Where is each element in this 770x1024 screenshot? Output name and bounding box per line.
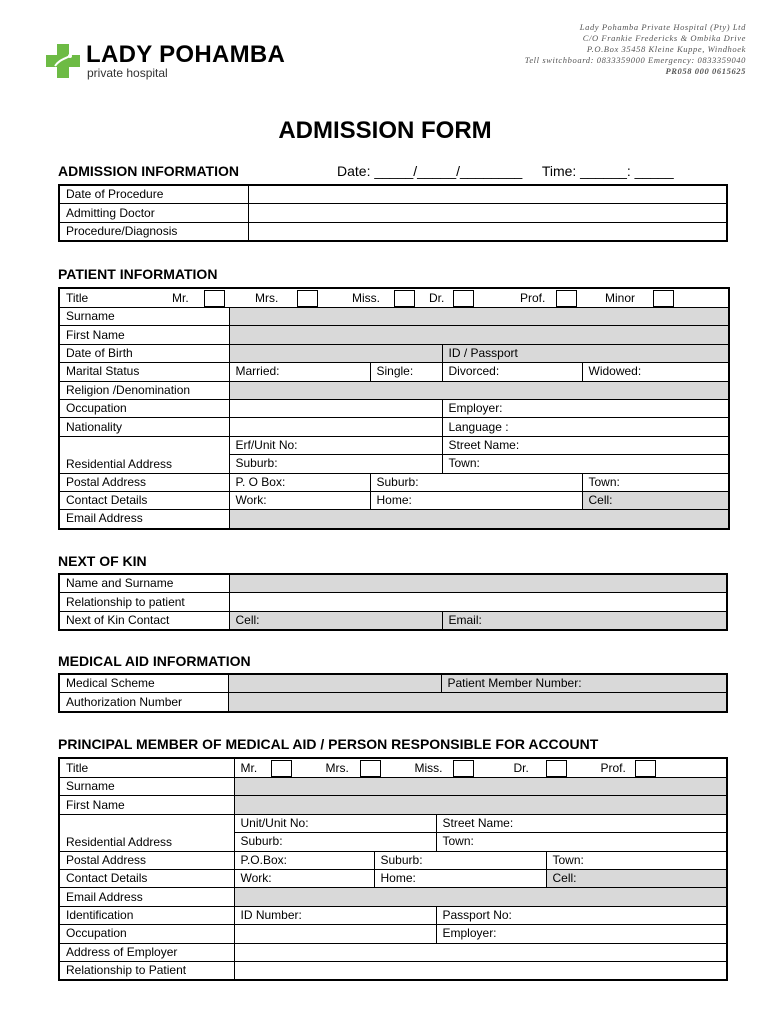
principal-surname-field[interactable] — [234, 778, 727, 796]
table-row — [59, 674, 727, 693]
principal-cell-phone-field[interactable]: Cell: — [546, 869, 727, 887]
patient-section-title: PATIENT INFORMATION — [58, 266, 218, 282]
principal-occupation-field[interactable] — [234, 925, 436, 943]
title-miss-checkbox[interactable] — [394, 290, 415, 307]
table-row — [59, 888, 727, 906]
row-label: Email Address — [59, 510, 229, 529]
table-row — [59, 326, 729, 344]
medical-aid-table — [58, 673, 728, 713]
principal-title-miss-checkbox[interactable] — [453, 760, 474, 777]
title-option-label: Mrs. — [325, 760, 349, 775]
principal-employer-field[interactable]: Employer: — [436, 925, 727, 943]
marital-widowed-field[interactable]: Widowed: — [582, 363, 729, 381]
patient-email-field[interactable] — [229, 510, 729, 529]
patient-table — [58, 287, 730, 530]
title-option-label: Prof. — [600, 760, 626, 775]
table-row — [59, 796, 727, 814]
patient-title-row — [59, 288, 729, 308]
principal-title-dr-checkbox[interactable] — [546, 760, 567, 777]
table-row — [59, 611, 727, 630]
title-option-label: Miss. — [414, 760, 443, 775]
table-row — [59, 814, 727, 832]
principal-postal-suburb-field[interactable]: Suburb: — [374, 851, 546, 869]
principal-title-options — [234, 758, 727, 778]
marital-single-field[interactable]: Single: — [370, 363, 442, 381]
table-row — [59, 308, 729, 326]
table-row — [59, 344, 729, 362]
patient-surname-field[interactable] — [229, 308, 729, 326]
next-of-kin-section-title: NEXT OF KIN — [58, 553, 147, 569]
patient-postal-town-field[interactable]: Town: — [582, 473, 729, 491]
row-label: Postal Address — [59, 851, 234, 869]
row-label: Identification — [59, 906, 234, 924]
table-row — [59, 925, 727, 943]
kin-relationship-field[interactable] — [229, 593, 727, 611]
patient-language-field[interactable]: Language : — [442, 418, 729, 436]
medical-aid-section-title: MEDICAL AID INFORMATION — [58, 653, 251, 669]
row-label: Next of Kin Contact — [59, 611, 229, 630]
address-line: P.O.Box 35458 Kleine Kuppe, Windhoek — [586, 44, 746, 54]
principal-first-name-field[interactable] — [234, 796, 727, 814]
row-label: Relationship to patient — [59, 593, 229, 611]
table-row — [59, 510, 729, 529]
kin-email-field[interactable]: Email: — [442, 611, 727, 630]
principal-relationship-field[interactable] — [234, 961, 727, 980]
principal-member-section-title: PRINCIPAL MEMBER OF MEDICAL AID / PERSON RESPONSIBLE FOR ACCOUNT — [58, 736, 599, 752]
table-row — [59, 473, 729, 491]
table-row — [59, 869, 727, 887]
title-option-label: Mr. — [172, 290, 189, 305]
row-label: Religion /Denomination — [59, 381, 229, 399]
title-prof-checkbox[interactable] — [556, 290, 577, 307]
principal-street-name-field[interactable]: Street Name: — [436, 814, 727, 832]
row-label: Date of Procedure — [59, 185, 248, 204]
row-label: Contact Details — [59, 491, 229, 509]
principal-member-table — [58, 757, 728, 981]
patient-nationality-field[interactable] — [229, 418, 442, 436]
principal-postal-town-field[interactable]: Town: — [546, 851, 727, 869]
patient-suburb-field[interactable]: Suburb: — [229, 455, 442, 473]
patient-cell-phone-field[interactable]: Cell: — [582, 491, 729, 509]
principal-town-field[interactable]: Town: — [436, 833, 727, 851]
address-line: C/O Frankie Fredericks & Ombika Drive — [582, 33, 746, 43]
patient-postal-suburb-field[interactable]: Suburb: — [370, 473, 582, 491]
date-of-procedure-field[interactable] — [248, 185, 727, 204]
next-of-kin-table — [58, 573, 728, 631]
title-option-label: Prof. — [520, 290, 546, 305]
principal-home-phone-field[interactable]: Home: — [374, 869, 546, 887]
principal-title-mrs-checkbox[interactable] — [360, 760, 381, 777]
table-row — [59, 574, 727, 593]
marital-divorced-field[interactable]: Divorced: — [442, 363, 582, 381]
title-option-label: Mrs. — [255, 290, 279, 305]
patient-dob-field[interactable] — [229, 344, 442, 362]
row-label: Authorization Number — [59, 693, 228, 712]
patient-work-phone-field[interactable]: Work: — [229, 491, 370, 509]
patient-id-passport-field[interactable]: ID / Passport — [442, 344, 729, 362]
row-label: Procedure/Diagnosis — [59, 222, 248, 241]
table-row — [59, 418, 729, 436]
title-option-label: Mr. — [240, 760, 258, 775]
row-label: Residential Address — [59, 814, 234, 851]
principal-employer-address-field[interactable] — [234, 943, 727, 961]
hospital-cross-logo-icon — [46, 44, 80, 78]
table-row — [59, 363, 729, 381]
kin-name-field[interactable] — [229, 574, 727, 593]
table-row — [59, 288, 729, 308]
row-label: Title — [66, 290, 89, 305]
row-label: Postal Address — [59, 473, 229, 491]
principal-unit-no-field[interactable]: Unit/Unit No: — [234, 814, 436, 832]
patient-erf-unit-field[interactable]: Erf/Unit No: — [229, 436, 442, 454]
row-label: Surname — [59, 778, 234, 796]
patient-member-number-field[interactable]: Patient Member Number: — [441, 674, 727, 693]
time-field-label[interactable]: Time: ______: _____ — [541, 163, 674, 179]
table-row — [59, 693, 727, 712]
row-label: Contact Details — [59, 869, 234, 887]
row-label: First Name — [59, 796, 234, 814]
principal-email-field[interactable] — [234, 888, 727, 906]
table-row — [59, 436, 729, 454]
patient-street-name-field[interactable]: Street Name: — [442, 436, 729, 454]
principal-work-phone-field[interactable]: Work: — [234, 869, 374, 887]
row-label: Admitting Doctor — [59, 204, 248, 222]
row-label: Marital Status — [59, 363, 229, 381]
address-line: Tell switchboard: 0833359000 Emergency: 0833359040 — [524, 55, 746, 65]
row-label: Email Address — [59, 888, 234, 906]
patient-religion-field[interactable] — [229, 381, 729, 399]
table-row — [59, 961, 727, 980]
patient-home-phone-field[interactable]: Home: — [370, 491, 582, 509]
table-row — [59, 758, 727, 778]
row-label: Relationship to Patient — [59, 961, 234, 980]
table-row — [59, 381, 729, 399]
procedure-diagnosis-field[interactable] — [248, 222, 727, 241]
principal-po-box-field[interactable]: P.O.Box: — [234, 851, 374, 869]
title-option-label: Dr. — [513, 760, 529, 775]
table-row — [59, 491, 729, 509]
row-label: Nationality — [59, 418, 229, 436]
title-option-label: Miss. — [352, 290, 380, 305]
row-label: Name and Surname — [59, 574, 229, 593]
row-label: Surname — [59, 308, 229, 326]
practice-number: PR058 000 0615625 — [665, 66, 746, 76]
title-minor-checkbox[interactable] — [653, 290, 674, 307]
row-label: Title — [59, 758, 234, 778]
hospital-name: LADY POHAMBA — [86, 41, 286, 68]
admitting-doctor-field[interactable] — [248, 204, 727, 222]
kin-cell-field[interactable]: Cell: — [229, 611, 442, 630]
hospital-address-block — [525, 22, 746, 77]
table-row — [59, 204, 727, 222]
table-row — [59, 851, 727, 869]
row-label: First Name — [59, 326, 229, 344]
authorization-number-field[interactable] — [228, 693, 727, 712]
address-line: Lady Pohamba Private Hospital (Pty) Ltd — [579, 22, 746, 32]
medical-scheme-field[interactable] — [228, 674, 441, 693]
table-row — [59, 222, 727, 241]
admission-date-time — [337, 163, 674, 179]
patient-occupation-field[interactable] — [229, 399, 442, 417]
title-option-label: Dr. — [429, 290, 445, 305]
table-row — [59, 778, 727, 796]
principal-id-number-field[interactable]: ID Number: — [234, 906, 436, 924]
table-row — [59, 943, 727, 961]
patient-first-name-field[interactable] — [229, 326, 729, 344]
row-label: Occupation — [59, 399, 229, 417]
title-mr-checkbox[interactable] — [204, 290, 225, 307]
hospital-subtitle: private hospital — [87, 66, 168, 80]
patient-po-box-field[interactable]: P. O Box: — [229, 473, 370, 491]
principal-passport-field[interactable]: Passport No: — [436, 906, 727, 924]
marital-married-field[interactable]: Married: — [229, 363, 370, 381]
date-field-label[interactable]: Date: _____/_____/________ — [337, 163, 523, 179]
table-row — [59, 399, 729, 417]
row-label: Residential Address — [59, 436, 229, 473]
table-row — [59, 185, 727, 204]
row-label: Occupation — [59, 925, 234, 943]
row-label: Date of Birth — [59, 344, 229, 362]
admission-section-title: ADMISSION INFORMATION — [58, 163, 239, 179]
table-row — [59, 593, 727, 611]
table-row — [59, 906, 727, 924]
patient-town-field[interactable]: Town: — [442, 455, 729, 473]
form-title: ADMISSION FORM — [278, 117, 492, 144]
principal-suburb-field[interactable]: Suburb: — [234, 833, 436, 851]
principal-title-prof-checkbox[interactable] — [635, 760, 656, 777]
title-dr-checkbox[interactable] — [453, 290, 474, 307]
row-label: Address of Employer — [59, 943, 234, 961]
row-label: Medical Scheme — [59, 674, 228, 693]
title-mrs-checkbox[interactable] — [297, 290, 318, 307]
principal-title-mr-checkbox[interactable] — [271, 760, 292, 777]
title-option-label: Minor — [605, 290, 636, 305]
admission-table — [58, 184, 728, 242]
patient-employer-field[interactable]: Employer: — [442, 399, 729, 417]
